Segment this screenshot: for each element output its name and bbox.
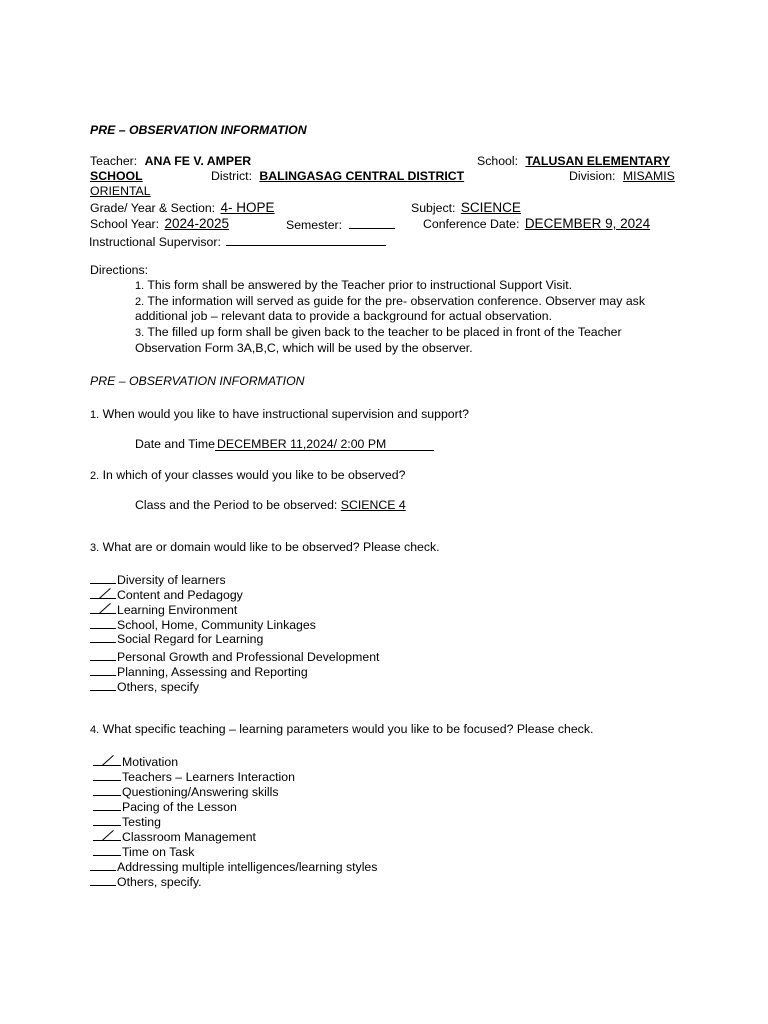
teacher-label: Teacher: (90, 154, 138, 168)
domain-option[interactable]: Others, specify (90, 678, 199, 693)
subject-value: SCIENCE (460, 200, 521, 215)
direction-item: 2. The information will served as guide for the pre- observation conference. Observer may ask (135, 294, 645, 308)
checkmark-icon[interactable] (90, 601, 116, 614)
checkbox-line[interactable] (90, 648, 116, 661)
checkbox-line[interactable] (93, 813, 121, 826)
q2-answer (135, 499, 406, 511)
checkbox-line[interactable] (93, 783, 121, 796)
q1-answer-value[interactable]: DECEMBER 11,2024/ 2:00 PM (215, 438, 434, 451)
checkbox-line[interactable] (90, 630, 116, 643)
q1-answer-label: Date and Time (135, 437, 215, 451)
question-4: 4. What specific teaching – learning parameters would you like to be focused? Please check. (90, 722, 594, 736)
question-2: 2. In which of your classes would you like to be observed? (90, 468, 406, 482)
checkmark-icon[interactable] (93, 753, 121, 766)
q2-answer-label: Class and the Period to be observed: (135, 498, 338, 512)
semester-label: Semester: (286, 218, 343, 232)
subject-label: Subject: (411, 201, 456, 215)
domain-option[interactable]: Diversity of learners (90, 571, 226, 586)
domain-option[interactable]: Content and Pedagogy (90, 586, 243, 601)
question-3: 3. What are or domain would like to be observed? Please check. (90, 540, 440, 554)
grade-label: Grade/ Year & Section: (90, 201, 216, 215)
checkbox-line[interactable] (90, 571, 116, 584)
teacher-field (90, 155, 251, 167)
division-label: Division: (569, 169, 616, 183)
grade-section-field (90, 201, 275, 215)
parameter-option[interactable]: Addressing multiple intelligences/learning styles (90, 858, 377, 873)
checkbox-line[interactable] (93, 798, 121, 811)
section-title: PRE – OBSERVATION INFORMATION (90, 374, 305, 388)
checkbox-line[interactable] (90, 663, 116, 676)
q1-answer (135, 438, 434, 451)
district-label: District: (211, 169, 252, 183)
checkbox-line[interactable] (90, 678, 116, 691)
parameter-option[interactable]: Teachers – Learners Interaction (93, 768, 295, 783)
parameter-option[interactable]: Motivation (93, 753, 178, 768)
school-value-continued: SCHOOL (90, 169, 143, 183)
division-value: MISAMIS (622, 169, 675, 183)
directions-label: Directions: (90, 263, 149, 277)
parameter-option[interactable]: Testing (93, 813, 161, 828)
checkmark-icon[interactable] (93, 828, 121, 841)
school-year-label: School Year: (90, 217, 160, 231)
checkbox-line[interactable] (90, 858, 116, 871)
subject-field (411, 201, 521, 215)
direction-item-continued: additional job – relevant data to provide a background for actual observation. (135, 309, 553, 323)
checkbox-line[interactable] (90, 616, 116, 629)
school-year-field (90, 217, 229, 231)
school-label: School: (477, 154, 519, 168)
parameter-option[interactable]: Pacing of the Lesson (93, 798, 237, 813)
q2-answer-value[interactable]: SCIENCE 4 (340, 498, 406, 512)
domain-option[interactable]: Personal Growth and Professional Development (90, 648, 379, 663)
parameter-option[interactable]: Time on Task (93, 843, 194, 858)
domain-option[interactable]: Social Regard for Learning (90, 630, 263, 645)
supervisor-field (89, 234, 386, 248)
school-value: TALUSAN ELEMENTARY (525, 154, 671, 168)
checkbox-line[interactable] (93, 768, 121, 781)
parameter-option[interactable]: Classroom Management (93, 828, 256, 843)
teacher-value: ANA FE V. AMPER (144, 154, 252, 168)
division-field (569, 170, 675, 182)
direction-item: 1. This form shall be answered by the Teacher prior to instructional Support Visit. (135, 278, 573, 292)
district-value: BALINGASAG CENTRAL DISTRICT (259, 169, 465, 183)
checkbox-line[interactable] (90, 873, 116, 886)
question-1: 1. When would you like to have instructional supervision and support? (90, 407, 469, 421)
division-value-continued: ORIENTAL (90, 184, 151, 198)
checkbox-line[interactable] (93, 843, 121, 856)
semester-value[interactable] (349, 217, 395, 229)
domain-option[interactable]: School, Home, Community Linkages (90, 616, 316, 631)
district-field (211, 170, 464, 182)
checkmark-icon[interactable] (90, 586, 116, 599)
domain-option[interactable]: Planning, Assessing and Reporting (90, 663, 308, 678)
supervisor-value[interactable] (226, 234, 386, 246)
school-field (477, 155, 670, 167)
supervisor-label: Instructional Supervisor: (89, 235, 221, 249)
direction-item-continued: Observation Form 3A,B,C, which will be used by the observer. (135, 341, 473, 355)
parameter-option[interactable]: Questioning/Answering skills (93, 783, 279, 798)
grade-value: 4- HOPE (220, 200, 275, 215)
parameter-option[interactable]: Others, specify. (90, 873, 202, 888)
school-year-value: 2024-2025 (164, 216, 230, 231)
conference-label: Conference Date: (423, 217, 520, 231)
conference-date-field (423, 217, 650, 231)
direction-item: 3. The filled up form shall be given back to the teacher to be placed in front of the Teacher (135, 325, 622, 339)
semester-field (286, 217, 395, 231)
conference-value: DECEMBER 9, 2024 (524, 216, 651, 231)
form-title: PRE – OBSERVATION INFORMATION (90, 123, 307, 137)
domain-option[interactable]: Learning Environment (90, 601, 237, 616)
